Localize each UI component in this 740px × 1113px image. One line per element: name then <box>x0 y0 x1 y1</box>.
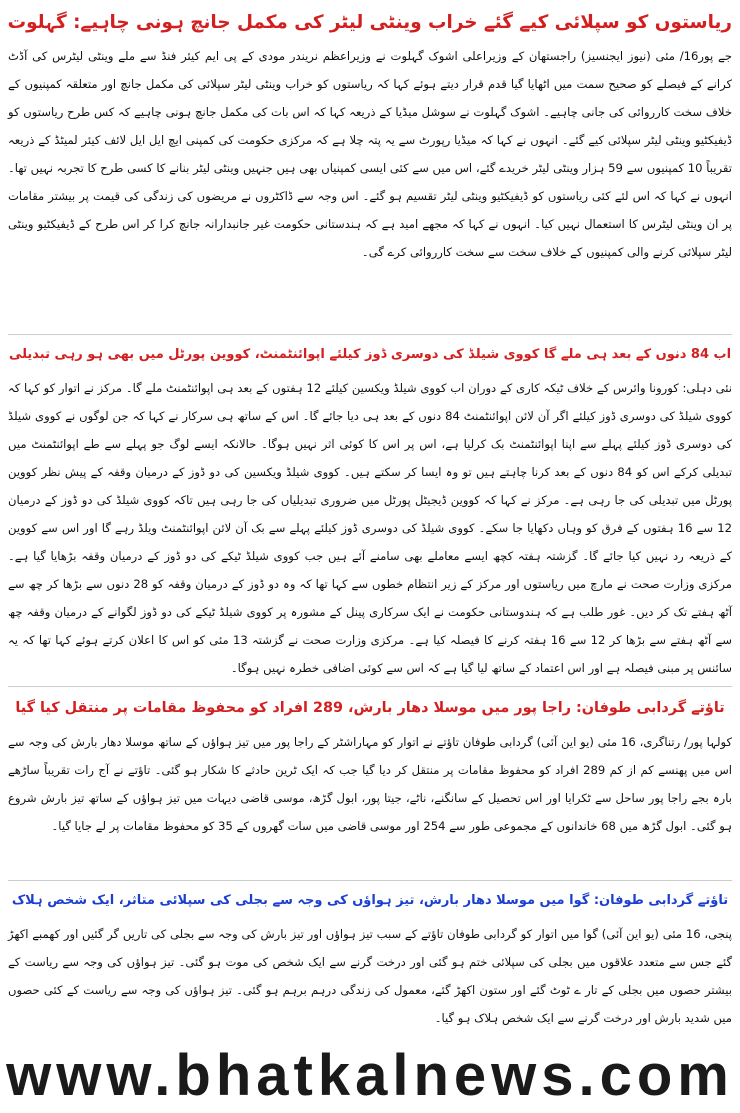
divider-2 <box>8 686 732 687</box>
divider-3 <box>8 880 732 881</box>
divider-1 <box>8 334 732 335</box>
article-3-body: کولہا پور/ رتناگری، 16 مئی (یو این آئی) گردابی طوفان تاؤتے نے اتوار کو مہاراشٹر کے راجا پور میں تیز ہواؤں کے ساتھ موسلا دھار بارش کی وجہ سے اس میں پھنسے کم از کم 289 افراد کو محفوظ مقامات پر منتقل کر دیا گیا جب کہ ایک ٹرین حادثے کا شکار ہو گئی۔ تاؤتے نے آج رات تقریباً ساڑھے بارہ بجے راجا پور ساحل سے ٹکرایا اور اس تحصیل کے سانگنے، ناٹے، جیتا پور، ابول گڑھ، موسی قاضی دیہات میں تیز ہواؤں کے ساتھ تیز بارش شروع ہو گئی۔ ابول گڑھ میں 68 خاندانوں کے مجموعی طور سے 254 اور موسی قاضی میں سات گھروں کے 35 کو محفوظ مقامات پر لے جایا گیا۔ <box>8 735 733 833</box>
article-2-body: نئی دہلی: کورونا وائرس کے خلاف ٹیکہ کاری کے دوران اب کووی شیلڈ ویکسین کیلئے 12 ہفتوں کے بعد ہی اپوائنٹمنٹ ملے گا۔ مرکز نے اتوار کو کہا کہ کووی شیلڈ کی دوسری ڈوز کیلئے اگر آن لائن اپوائنٹمنٹ 84 دنوں کے بعد ہی دیا جائے گا۔ اس کے ساتھ ہی سرکار نے کہا کہ جن لوگوں نے کووی شیلڈ کی دوسری ڈوز کیلئے پہلے سے اپنا اپوائنٹمنٹ بک کرلیا ہے، اس پر اس کا کوئی اثر نہیں ہوگا۔ حالانکہ ایسے لوگ جو پہلے سے طے اپوائنٹمنٹ میں تبدیلی کرکے اس کو 84 دنوں کے بعد کرنا چاہتے ہیں تو وہ ایسا کر سکتے ہیں۔ کووی شیلڈ ویکسین کی دو ڈوز کے درمیان وقفہ کے پیش نظر کووین پورٹل میں تبدیلی کی جا رہی ہے۔ مرکز نے کہا کہ کووین ڈیجیٹل پورٹل میں ضروری تبدیلیاں کی جا رہی ہیں تاکہ کووی شیلڈ کی دو ڈوز کے درمیان 12 سے 16 ہفتوں کے فرق کو وہاں دکھایا جا سکے۔ کووی شیلڈ کی دوسری ڈوز کیلئے پہلے سے بک آن لائن اپوائنٹمنٹ ویلڈ رہے گا اور اس سے کووین کے ذریعہ رد نہیں کیا جائے گا۔ گزشتہ ہفتہ کچھ ایسے معاملے بھی سامنے آئے ہیں جب کووی شیلڈ ٹیکے کی دو ڈوز کے درمیان وقفہ بڑھایا گیا ہے۔ مرکزی وزارت صحت نے مارچ میں ریاستوں اور مرکز کے زیر انتظام خطوں سے کہا تھا کہ وہ دو ڈوز کے درمیان وقفہ کو 28 دنوں سے بڑھا کر چھ سے آٹھ ہفتے تک کر دیں۔ غور طلب ہے کہ ہندوستانی حکومت نے ایک سرکاری پینل کے مشورہ پر کووی شیلڈ ٹیکے کی دو ڈوز لگوانے کے درمیان وقفہ چھ سے آٹھ ہفتے سے بڑھا کر 12 سے 16 ہفتہ کرنے کا فیصلہ کیا ہے۔ مرکزی وزارت صحت نے گزشتہ 13 مئی کو اس کا اعلان کرتے ہوئے کہا تھا کہ یہ سائنس پر مبنی فیصلہ ہے اور اس اعتماد کے ساتھ لیا گیا ہے کہ اس سے کوئی اضافی خطرہ نہیں ہوگا۔ <box>8 381 732 675</box>
article-4 <box>8 884 732 1032</box>
article-3 <box>8 690 732 840</box>
article-1-body: جے پور16/ مئی (نیوز ایجنسیز) راجستھان کے وزیراعلی اشوک گہلوت نے وزیراعظم نریندر مودی کے پی ایم کیئر فنڈ سے ملے وینٹی لیٹرس کی آڈٹ کرانے کے فیصلے کو صحیح سمت میں اٹھایا گیا قدم قرار دیتے ہوئے کہا کہ ریاستوں کو خراب وینٹی لیٹر سپلائی کی مکمل جانچ اور متعلقہ کمپنیوں کے خلاف سخت کارروائی کی جانی چاہیے۔ اشوک گہلوت نے سوشل میڈیا کے ذریعہ کہا کہ اس بات کی مکمل جانچ ہونی چاہیے کہ کس طرح ریاستوں کو ڈیفیکٹیو وینٹی لیٹر سپلائی کیے گئے۔ انہوں نے کہا کہ میڈیا رپورٹ سے یہ پتہ چلا ہے کہ مرکزی حکومت کی کمپنی ایچ ایل ایل لائف کیئر لمیٹڈ کے ذریعہ تقریباً 10 کمپنیوں سے 59 ہزار وینٹی لیٹر خریدے گئے، اس میں سے کئی ایسی کمپنیاں بھی ہیں جنہیں وینٹی لیٹر بنانے کا کسی طرح کا تجربہ نہیں تھا۔ انہوں نے کہا کہ اس لئے کئی ریاستوں کو ڈیفیکٹیو وینٹی لیٹر تقسیم ہو گئے۔ اس وجہ سے ڈاکٹروں نے مریضوں کی زندگی کی قیمت پر بیشتر مقامات پر ان وینٹی لیٹرس کا استعمال نہیں کیا۔ انہوں نے کہا کہ مجھے امید ہے کہ ہندستانی حکومت غیر جانبدارانہ جانچ کرا کر اس طرح کے ڈیفیکٹیو وینٹی لیٹر سپلائی کرنے والی کمپنیوں کے خلاف سخت سے سخت کارروائی کرے گی۔ <box>8 49 732 259</box>
article-1 <box>8 6 732 266</box>
site-url-footer: www.bhatkalnews.com <box>6 1043 734 1108</box>
article-1-headline: ریاستوں کو سپلائی کیے گئے خراب وینٹی لیٹر کی مکمل جانچ ہونی چاہیے: گہلوت <box>8 12 732 33</box>
article-4-headline: تاؤتے گردابی طوفان: گوا میں موسلا دھار بارش، تیز ہواؤں کی وجہ سے بجلی کی سپلائی متاثر، ایک شخص ہلاک <box>11 893 729 908</box>
article-2-headline: اب 84 دنوں کے بعد ہی ملے گا کووی شیلڈ کی دوسری ڈوز کیلئے اپوائنٹمنٹ، کووین پورٹل میں بھی ہو رہی تبدیلی <box>8 347 732 362</box>
article-2 <box>8 338 732 682</box>
article-3-headline: تاؤتے گردابی طوفان: راجا پور میں موسلا دھار بارش، 289 افراد کو محفوظ مقامات پر منتقل کیا گیا <box>15 700 725 716</box>
article-4-body: پنجی، 16 مئی (یو این آئی) گوا میں اتوار کو گردابی طوفان تاؤتے کے سبب تیز ہواؤں اور تیز بارش کی وجہ سے بجلی کی تاریں گر گئیں اور کھمبے اکھڑ گئے جس سے متعدد علاقوں میں بجلی کی سپلائی ختم ہو گئی اور درخت گرنے سے ایک شخص کی موت ہو گئی۔ تیز ہواؤں کی وجہ سے ریاست کے بیشتر حصوں میں بجلی کے تار ے ٹوٹ گئے اور ستون اکھڑ گئے، معمول کی زندگی درہم برہم ہو گئی۔ تیز ہواؤں کی وجہ سے ریاست کے کئی حصوں میں شدید بارش اور درخت گرنے سے ایک شخص ہلاک ہو گیا۔ <box>8 927 732 1025</box>
